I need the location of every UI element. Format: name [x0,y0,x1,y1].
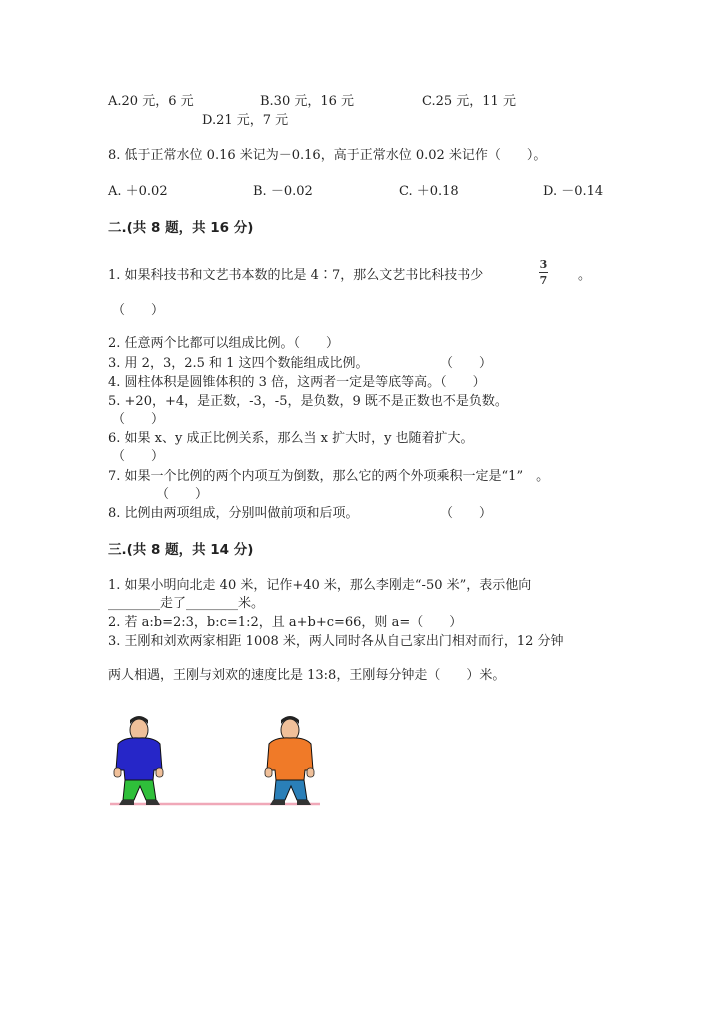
s2-q2-text: 2. 任意两个比都可以组成比例。（ ） [108,336,340,351]
s2-q1-answer-paren: （ ） [112,303,165,318]
fraction-denominator: 7 [539,274,548,287]
left-person-figure [114,716,163,805]
right-person-figure [265,716,314,805]
s3-q1-line1: 1. 如果小明向北走 40 米，记作+40 米，那么李刚走“-50 米”，表示他向 [108,578,532,593]
s3-q2-text: 2. 若 a:b=2:3，b:c=1:2，且 a+b+c=66，则 a=（ ） [108,615,463,630]
q7-option-c: C.25 元，11 元 [422,94,516,109]
q8-text: 8. 低于正常水位 0.16 米记为－0.16，高于正常水位 0.02 米记作（ ）。 [108,148,547,163]
s2-q1-end: 。 [578,268,592,283]
s2-q5-text: 5. +20，+4，是正数，-3，-5，是负数，9 既不是正数也不是负数。 [108,394,508,409]
fraction-bar [539,272,548,273]
s2-q1-text: 1. 如果科技书和文艺书本数的比是 4∶7，那么文艺书比科技书少 [108,268,484,283]
q8-option-a: A. ＋0.02 [108,184,168,199]
q7-option-d: D.21 元，7 元 [202,113,289,128]
q8-option-b: B. －0.02 [253,184,313,199]
q7-option-b: B.30 元，16 元 [260,94,355,109]
s3-q3-line2: 两人相遇，王刚与刘欢的速度比是 13:8，王刚每分钟走（ ）米。 [108,668,506,683]
section3-title: 三.(共 8 题，共 14 分) [108,542,254,558]
s2-q5-answer-paren: （ ） [112,412,165,427]
s2-q4-text: 4. 圆柱体积是圆锥体积的 3 倍，这两者一定是等底等高。（ ） [108,375,486,390]
fraction-numerator: 3 [539,258,548,271]
s3-q1-line2: ________走了________米。 [108,596,265,611]
s2-q3-answer-paren: （ ） [440,356,493,371]
s2-q3-text: 3. 用 2，3，2.5 和 1 这四个数能组成比例。 [108,356,369,371]
s2-q7-text: 7. 如果一个比例的两个内项互为倒数，那么它的两个外项乘积一定是“1” 。 [108,469,550,484]
s2-q1-fraction [539,259,548,286]
q8-option-c: C. ＋0.18 [399,184,459,199]
s3-q3-line1: 3. 王刚和刘欢两家相距 1008 米，两人同时各从自己家出门相对而行，12 分钟 [108,634,564,649]
q8-option-d: D. －0.14 [543,184,604,199]
section2-title: 二.(共 8 题，共 16 分) [108,220,254,236]
q7-option-a: A.20 元，6 元 [108,94,194,109]
s2-q6-answer-paren: （ ） [112,449,165,464]
s2-q7-answer-paren: （ ） [156,487,209,502]
s2-q8-answer-paren: （ ） [440,506,493,521]
s2-q6-text: 6. 如果 x、y 成正比例关系，那么当 x 扩大时，y 也随着扩大。 [108,431,474,446]
s2-q8-text: 8. 比例由两项组成，分别叫做前项和后项。 [108,506,359,521]
walking-people-illustration [104,710,334,820]
